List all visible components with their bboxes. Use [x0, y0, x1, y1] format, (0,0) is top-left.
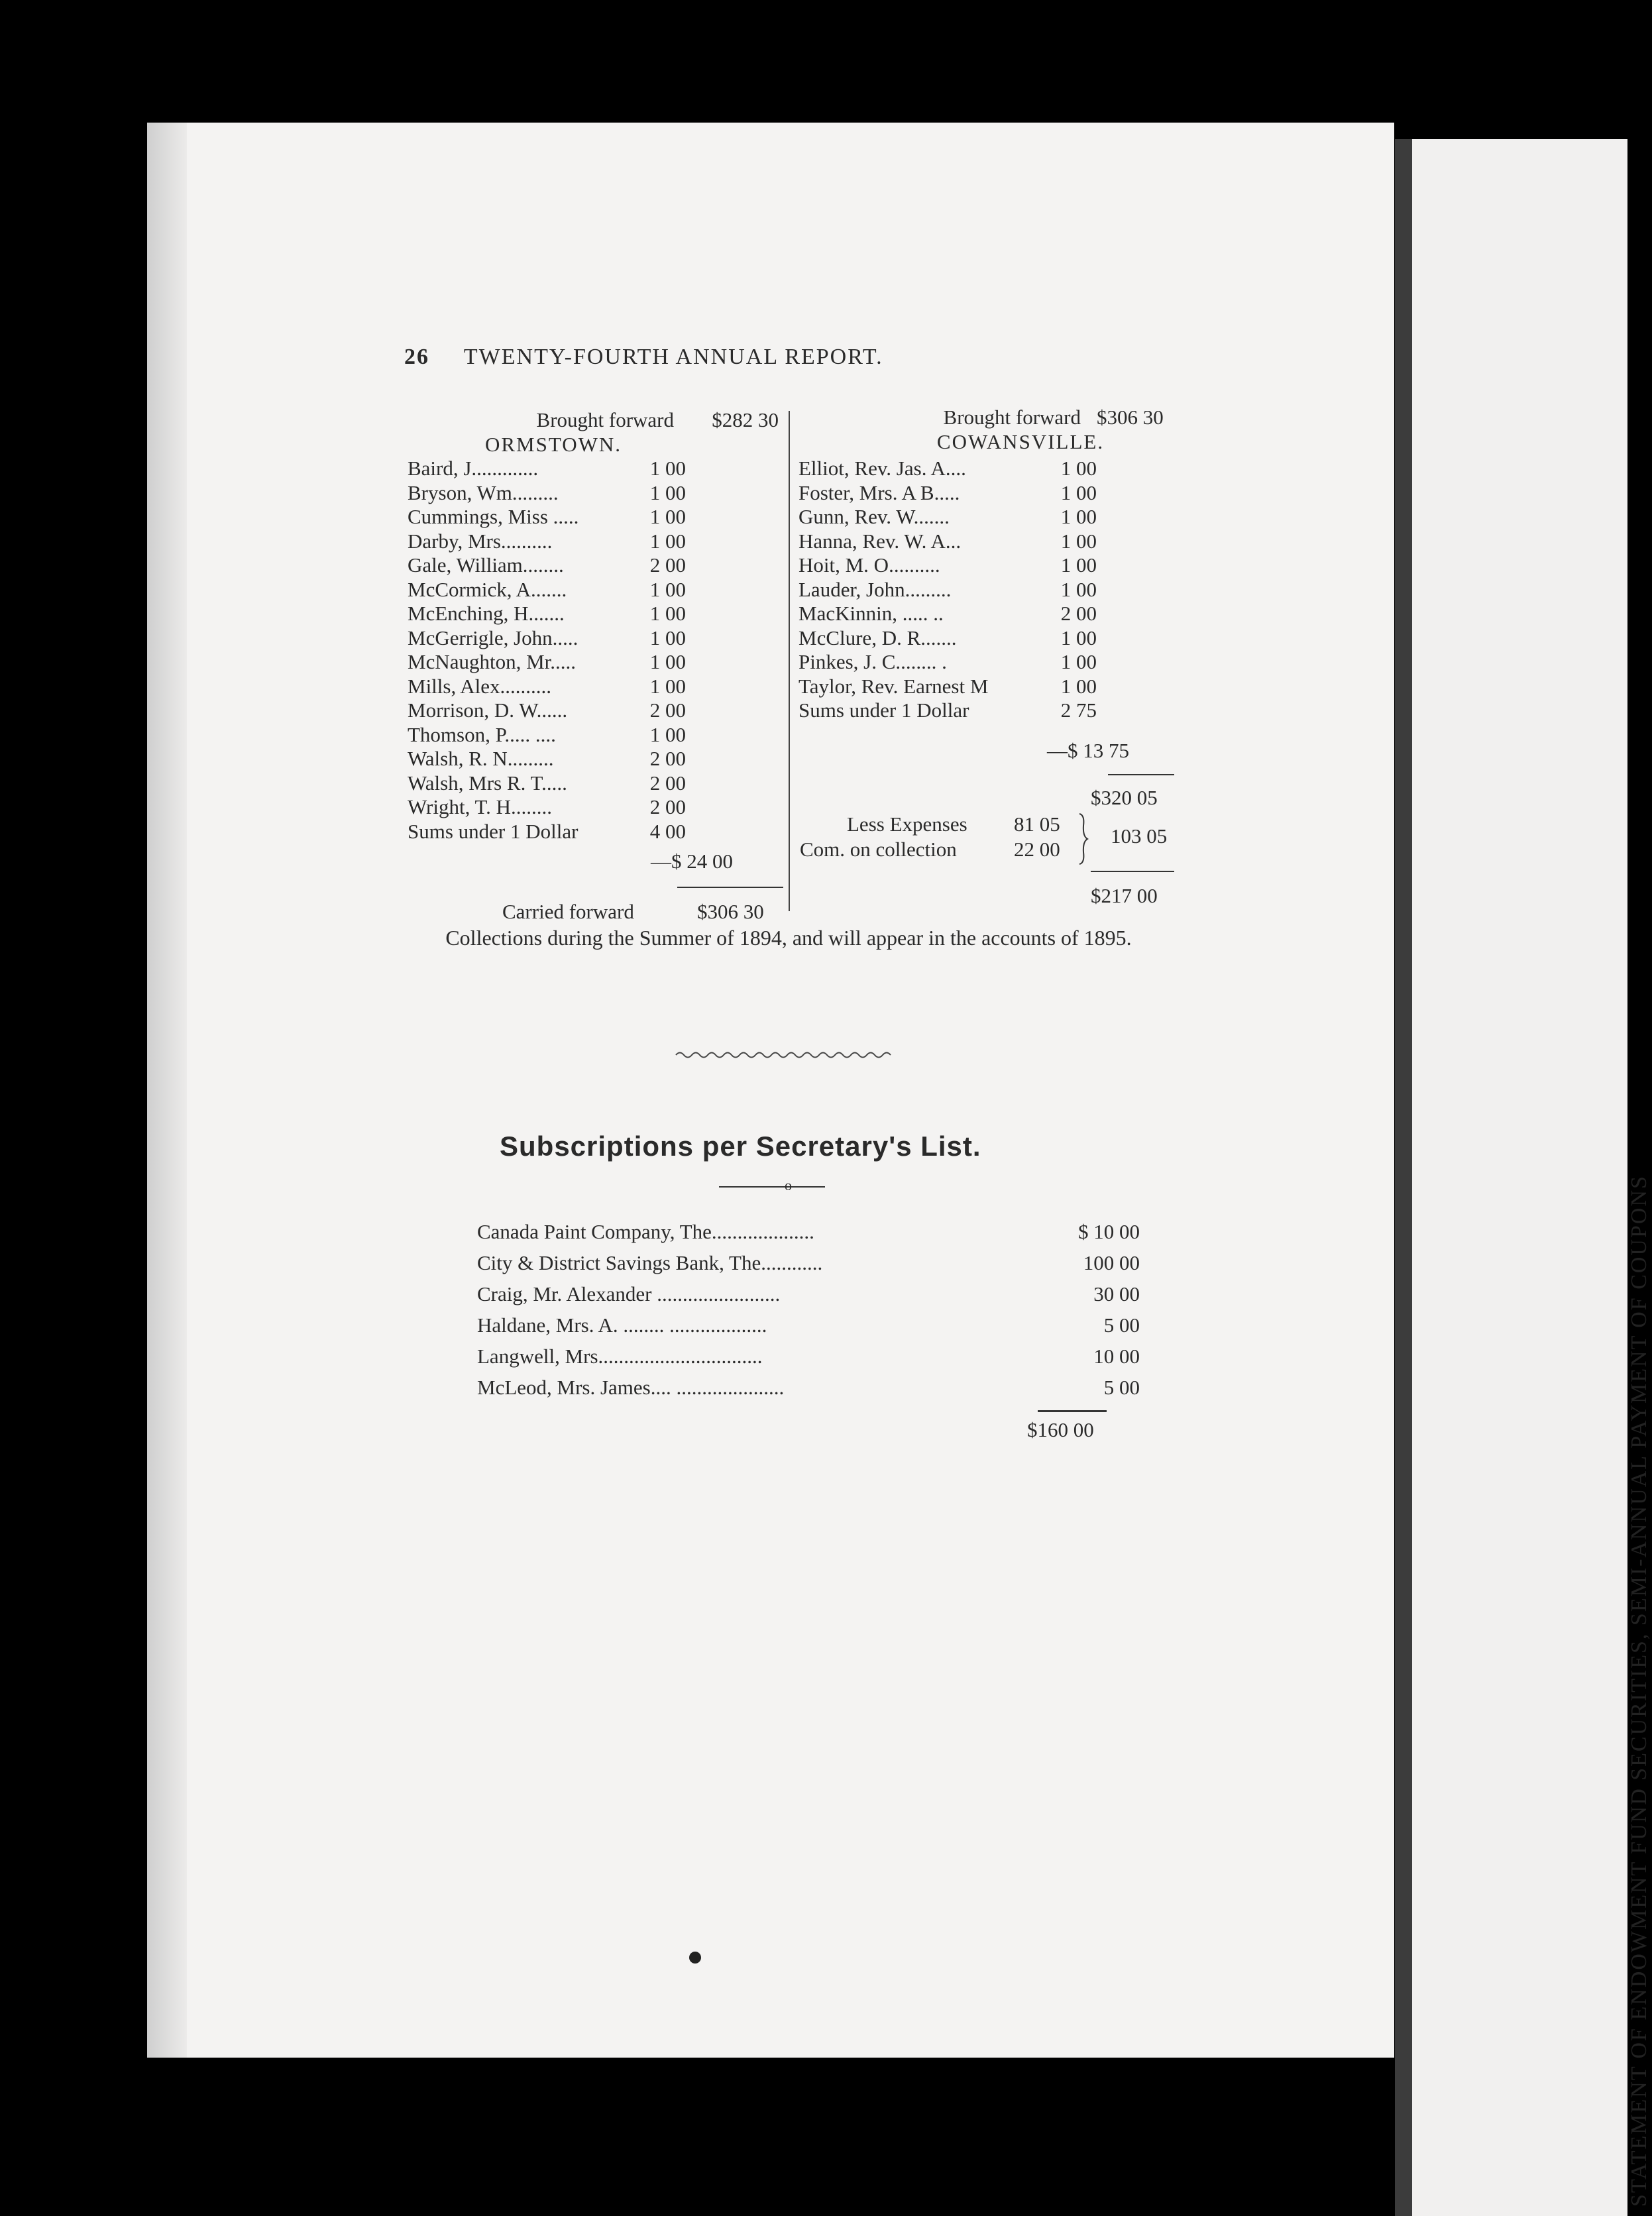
cowansville-list [798, 457, 1097, 723]
entry-name: McCormick, A....... [408, 577, 567, 601]
entry-name: Haldane, Mrs. A. ........ ................... [477, 1313, 767, 1337]
cowansville-column [798, 406, 1183, 723]
column-divider [789, 411, 790, 911]
brought-forward-label: Brought forward [536, 408, 674, 431]
entry-amount: 1 00 [1060, 650, 1097, 673]
entry-amount: 1 00 [1060, 577, 1097, 601]
entry-amount: 2 00 [1060, 602, 1097, 625]
entry-amount: 1 00 [1060, 529, 1097, 553]
entry-name: McLeod, Mrs. James.... ..................... [477, 1376, 785, 1399]
donor-row [408, 529, 686, 554]
entry-amount: 1 00 [649, 626, 686, 649]
subtotal-rule [677, 887, 783, 888]
donor-row [798, 457, 1097, 481]
deductions-total: 103 05 [1111, 824, 1168, 848]
donor-row [408, 602, 686, 626]
title-divider [719, 1186, 825, 1188]
donor-row [408, 481, 686, 506]
brought-forward-amount: $306 30 [1097, 406, 1164, 429]
donor-row [798, 529, 1097, 554]
entry-name: Gale, William........ [408, 553, 564, 577]
subscriptions-list [477, 1216, 1140, 1403]
entry-amount: 1 00 [649, 722, 686, 746]
entry-amount: 1 00 [1060, 553, 1097, 577]
carried-forward-amount: $306 30 [697, 900, 764, 923]
entry-name: Cummings, Miss ..... [408, 505, 579, 528]
subscription-row [477, 1341, 1140, 1372]
carried-forward-label: Carried forward [502, 900, 634, 923]
entry-name: Mills, Alex.......... [408, 674, 552, 698]
entry-name: McClure, D. R....... [798, 626, 957, 649]
page-header [404, 345, 883, 370]
wavy-rule [676, 1050, 895, 1060]
donor-row [408, 650, 686, 675]
entry-name: Pinkes, J. C........ . [798, 650, 947, 673]
donor-row [408, 698, 686, 723]
entry-name: Hoit, M. O.......... [798, 553, 940, 577]
entry-amount: 1 00 [649, 480, 686, 504]
entry-name: Bryson, Wm......... [408, 480, 559, 504]
entry-amount: 1 00 [649, 602, 686, 625]
donor-row [408, 795, 686, 820]
entry-amount: 1 00 [649, 650, 686, 673]
donor-row [408, 626, 686, 651]
ormstown-subtotal: —$ 24 00 [651, 850, 733, 873]
entry-amount: 1 00 [1060, 480, 1097, 504]
brought-forward-row [408, 408, 779, 433]
entry-amount: 2 75 [1060, 698, 1097, 722]
divider-mark: o [785, 1177, 792, 1193]
page-title: TWENTY-FOURTH ANNUAL REPORT. [463, 345, 883, 369]
entry-amount: 2 00 [649, 698, 686, 722]
entry-amount: 2 00 [649, 747, 686, 770]
entry-amount: 1 00 [1060, 457, 1097, 480]
town-heading: ORMSTOWN. [484, 432, 622, 456]
cowansville-subtotal: —$ 13 75 [1047, 739, 1129, 762]
commission-amount: 22 00 [1014, 838, 1060, 861]
donor-row [798, 481, 1097, 506]
donor-row [408, 675, 686, 699]
subscription-row [477, 1247, 1140, 1278]
entry-amount: 5 00 [1103, 1376, 1140, 1399]
entry-name: Sums under 1 Dollar [798, 698, 969, 722]
subscriptions-total: $160 00 [1027, 1418, 1094, 1441]
entry-name: Thomson, P..... .... [408, 722, 556, 746]
collections-note: Collections during the Summer of 1894, and will appear in the accounts of 1895. [445, 926, 1132, 950]
entry-amount: 1 00 [649, 577, 686, 601]
donor-row [798, 675, 1097, 699]
page-number: 26 [404, 345, 429, 369]
donor-row [408, 723, 686, 748]
binding-hole [689, 1952, 701, 1964]
subscriptions-title: Subscriptions per Secretary's List. [500, 1131, 981, 1162]
donor-row [798, 602, 1097, 626]
net-rule [1091, 871, 1174, 872]
donor-row [798, 698, 1097, 723]
entry-amount: 2 00 [649, 771, 686, 795]
donor-row [408, 747, 686, 771]
entry-amount: 10 00 [1093, 1345, 1140, 1368]
entry-name: Sums under 1 Dollar [408, 819, 578, 843]
entry-amount: 100 00 [1083, 1251, 1140, 1274]
cowansville-total: $320 05 [1091, 786, 1158, 809]
cowansville-net: $217 00 [1091, 884, 1158, 907]
donor-row [408, 553, 686, 578]
donor-row [408, 771, 686, 796]
entry-name: Wright, T. H........ [408, 795, 553, 818]
entry-name: Foster, Mrs. A B..... [798, 480, 960, 504]
entry-name: Craig, Mr. Alexander ........................ [477, 1282, 781, 1305]
entry-name: Canada Paint Company, The.................... [477, 1220, 814, 1243]
entry-amount: 1 00 [1060, 626, 1097, 649]
entry-name: Hanna, Rev. W. A... [798, 529, 962, 553]
subscription-row [477, 1309, 1140, 1341]
commission-label: Com. on collection [800, 838, 957, 861]
entry-amount: 1 00 [1060, 505, 1097, 528]
entry-amount: 1 00 [649, 529, 686, 553]
donor-row [408, 457, 686, 481]
page-edge [147, 123, 187, 2058]
donor-row [798, 626, 1097, 651]
subscriptions-total-rule [1038, 1410, 1107, 1412]
donor-row [798, 553, 1097, 578]
binding-gutter [1395, 139, 1412, 2216]
donor-row [408, 578, 686, 602]
entry-name: Taylor, Rev. Earnest M [798, 674, 989, 698]
entry-name: Darby, Mrs.......... [408, 529, 553, 553]
facing-page [1395, 139, 1627, 2216]
donor-row [798, 505, 1097, 529]
entry-amount: $ 10 00 [1078, 1220, 1140, 1243]
facing-page-heading: STATEMENT OF ENDOWMENT FUND SECURITIES, SEMI-ANNUAL PAYMENT OF COUPONS [1627, 1175, 1651, 2207]
entry-name: McNaughton, Mr..... [408, 650, 577, 673]
subscription-row [477, 1216, 1140, 1247]
entry-amount: 1 00 [1060, 674, 1097, 698]
entry-name: McGerrigle, John..... [408, 626, 578, 649]
entry-name: Gunn, Rev. W....... [798, 505, 950, 528]
subscription-row [477, 1372, 1140, 1403]
total-rule [1108, 774, 1174, 775]
entry-name: MacKinnin, ..... .. [798, 602, 944, 625]
brought-forward-row [798, 406, 1183, 430]
brought-forward-amount: $282 30 [712, 408, 779, 431]
town-heading: COWANSVILLE. [936, 429, 1105, 453]
donor-row [798, 578, 1097, 602]
entry-name: Elliot, Rev. Jas. A.... [798, 457, 966, 480]
entry-amount: 2 00 [649, 553, 686, 577]
entry-name: City & District Savings Bank, The............ [477, 1251, 823, 1274]
entry-amount: 2 00 [649, 795, 686, 818]
entry-amount: 1 00 [649, 505, 686, 528]
less-expenses-label: Less Expenses [847, 812, 967, 836]
donor-row [408, 820, 686, 844]
ormstown-list [408, 457, 686, 844]
entry-amount: 4 00 [649, 819, 686, 843]
entry-amount: 1 00 [649, 674, 686, 698]
entry-name: Baird, J............. [408, 457, 539, 480]
less-expenses-amount: 81 05 [1014, 812, 1060, 836]
entry-name: Walsh, Mrs R. T..... [408, 771, 567, 795]
brought-forward-label: Brought forward [943, 406, 1081, 429]
donor-row [408, 505, 686, 529]
entry-amount: 1 00 [649, 457, 686, 480]
entry-name: Morrison, D. W...... [408, 698, 568, 722]
ormstown-column [408, 408, 779, 844]
entry-name: Langwell, Mrs................................ [477, 1345, 763, 1368]
entry-amount: 5 00 [1103, 1313, 1140, 1337]
entry-name: Lauder, John......... [798, 577, 952, 601]
subscription-row [477, 1278, 1140, 1309]
entry-name: Walsh, R. N......... [408, 747, 554, 770]
entry-name: McEnching, H....... [408, 602, 565, 625]
entry-amount: 30 00 [1093, 1282, 1140, 1305]
donor-row [798, 650, 1097, 675]
brace-icon [1077, 812, 1089, 865]
